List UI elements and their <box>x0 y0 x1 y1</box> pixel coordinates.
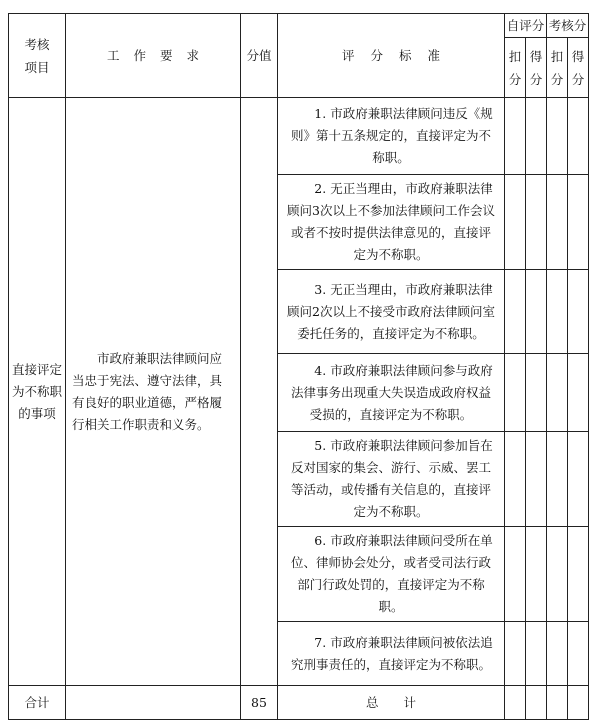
cell-exam-deduct <box>547 432 568 527</box>
footer-total-label: 合计 <box>9 686 66 720</box>
cell-self-deduct <box>505 175 526 270</box>
header-exam-obtain: 得 分 <box>568 38 589 98</box>
header-item-line1: 考核 <box>24 36 50 52</box>
header-score: 分值 <box>241 14 278 98</box>
cell-self-deduct <box>505 432 526 527</box>
cell-self-obtain <box>526 270 547 354</box>
cell-exam-deduct <box>547 622 568 686</box>
section-requirement: 市政府兼职法律顾问应当忠于宪法、遵守法律，具有良好的职业道德，严格履行相关工作职责和义务。 <box>66 98 241 686</box>
cell-exam-obtain <box>568 686 589 720</box>
cell-self-obtain <box>526 622 547 686</box>
criterion-7: 7. 市政府兼职法律顾问被依法追究刑事责任的，直接评定为不称职。 <box>278 622 505 686</box>
header-item <box>9 14 66 98</box>
cell-self-deduct <box>505 622 526 686</box>
evaluation-table <box>8 13 589 720</box>
cell-exam-deduct <box>547 527 568 622</box>
header-exam-deduct: 扣 分 <box>547 38 568 98</box>
footer-total-score: 85 <box>241 686 278 720</box>
cell-self-obtain <box>526 527 547 622</box>
section-item: 直接评定为不称职的事项 <box>9 98 66 686</box>
cell-self-obtain <box>526 686 547 720</box>
cell-self-obtain <box>526 175 547 270</box>
header-work-requirement: 工 作 要 求 <box>66 14 241 98</box>
criterion-1: 1. 市政府兼职法律顾问违反《规则》第十五条规定的，直接评定为不称职。 <box>278 98 505 175</box>
criterion-3: 3. 无正当理由，市政府兼职法律顾问2次以上不接受市政府法律顾问室委托任务的，直接评定为不称职。 <box>278 270 505 354</box>
cell-exam-deduct <box>547 270 568 354</box>
footer-requirement-blank <box>66 686 241 720</box>
cell-exam-deduct <box>547 98 568 175</box>
section-score <box>241 98 278 686</box>
cell-exam-obtain <box>568 432 589 527</box>
header-self-eval: 自评分 <box>505 14 547 38</box>
cell-self-obtain <box>526 354 547 432</box>
header-self-deduct: 扣 分 <box>505 38 526 98</box>
criterion-4: 4. 市政府兼职法律顾问参与政府法律事务出现重大失误造成政府权益受损的，直接评定为不称职。 <box>278 354 505 432</box>
footer-grand-total: 总 计 <box>278 686 505 720</box>
cell-self-deduct <box>505 527 526 622</box>
header-self-obtain: 得 分 <box>526 38 547 98</box>
cell-exam-obtain <box>568 622 589 686</box>
cell-exam-obtain <box>568 175 589 270</box>
cell-exam-deduct <box>547 686 568 720</box>
cell-self-obtain <box>526 98 547 175</box>
cell-exam-obtain <box>568 354 589 432</box>
cell-exam-deduct <box>547 175 568 270</box>
criterion-6: 6. 市政府兼职法律顾问受所在单位、律师协会处分，或者受司法行政部门行政处罚的，直接评定为不称职。 <box>278 527 505 622</box>
header-exam-score: 考核分 <box>547 14 589 38</box>
cell-self-deduct <box>505 98 526 175</box>
cell-exam-obtain <box>568 527 589 622</box>
cell-self-obtain <box>526 432 547 527</box>
criterion-2: 2. 无正当理由，市政府兼职法律顾问3次以上不参加法律顾问工作会议或者不按时提供法律意见的，直接评定为不称职。 <box>278 175 505 270</box>
cell-exam-obtain <box>568 98 589 175</box>
cell-self-deduct <box>505 270 526 354</box>
cell-self-deduct <box>505 354 526 432</box>
cell-self-deduct <box>505 686 526 720</box>
header-item-line2: 项目 <box>24 59 50 75</box>
criterion-5: 5. 市政府兼职法律顾问参加旨在反对国家的集会、游行、示威、罢工等活动，或传播有关信息的，直接评定为不称职。 <box>278 432 505 527</box>
cell-exam-deduct <box>547 354 568 432</box>
cell-exam-obtain <box>568 270 589 354</box>
header-standard: 评 分 标 准 <box>278 14 505 98</box>
